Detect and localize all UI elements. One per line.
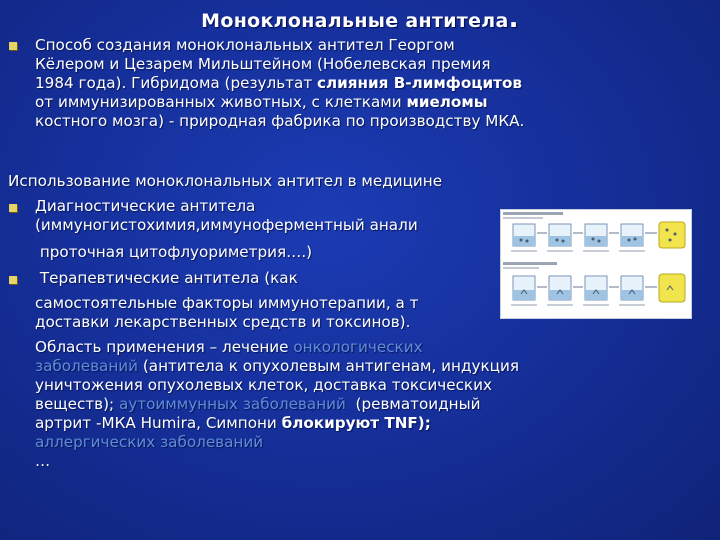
text-line: Диагностические антитела (35, 197, 256, 215)
text-line: Область применения – лечение онкологических (35, 338, 423, 356)
text-line: самостоятельные факторы иммунотерапии, а т (35, 294, 419, 312)
text-line: заболеваний (антитела к опухолевым антигенам, индукция (35, 357, 519, 375)
text-line: … (35, 452, 51, 470)
text-line: доставки лекарственных средств и токсинов). (35, 313, 411, 331)
text-line: веществ); аутоиммунных заболеваний (ревматоидный (35, 395, 481, 413)
text-line: уничтожения опухолевых клеток, доставка токсических (35, 376, 492, 394)
bullet-icon (9, 204, 17, 212)
text-line: Кёлером и Цезарем Мильштейном (Нобелевская премия (35, 55, 491, 73)
slide-title-text: Моноклональные антитела (201, 10, 509, 32)
paragraph-application (35, 338, 519, 471)
hybridoma-diagram-image (501, 210, 691, 318)
text-line: 1984 года). Гибридома (результат слияния В-лимфоцитов (35, 74, 523, 92)
bullet-icon (9, 276, 17, 284)
title-dot: . (508, 4, 519, 34)
text-line: Терапевтические антитела (как (35, 269, 298, 287)
hybridoma-diagram (500, 209, 692, 319)
text-line: Способ создания моноклональных антител Георгом (35, 36, 455, 54)
text-line: (иммуногистохимия,иммуноферментный анали (35, 216, 418, 234)
bullet-icon (9, 42, 17, 50)
text-line: артрит -МКА Humira, Симпони блокируют TNF); (35, 414, 431, 432)
text-line: проточная цитофлуориметрия….) (35, 243, 313, 261)
text-line: от иммунизированных животных, с клетками миеломы (35, 93, 488, 111)
slide-title (0, 4, 720, 34)
text-line: аллергических заболеваний (35, 433, 264, 451)
text-line: костного мозга) - природная фабрика по производству МКА. (35, 112, 525, 130)
section-heading: Использование моноклональных антител в медицине (8, 172, 443, 190)
paragraph-history (35, 36, 524, 131)
